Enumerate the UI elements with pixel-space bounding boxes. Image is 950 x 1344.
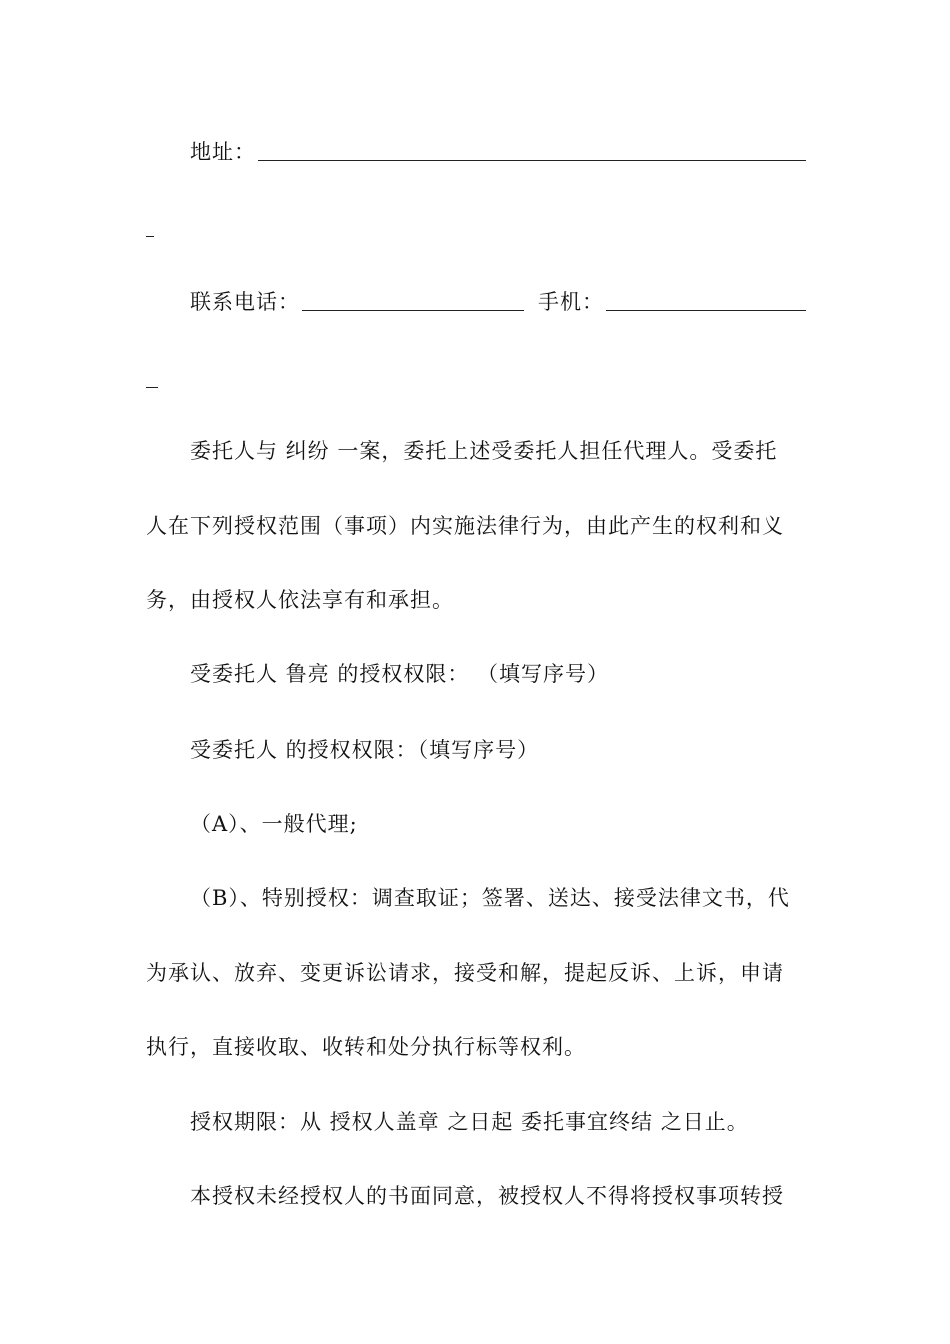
option-b-line3: 执行，直接收取、收转和处分执行标等权利。 — [146, 1035, 586, 1059]
option-b-line2: 为承认、放弃、变更诉讼请求，接受和解，提起反诉、上诉，申请 — [146, 961, 784, 985]
phone-underline — [302, 310, 524, 311]
phone-label: 联系电话： — [190, 290, 300, 314]
authority-line1: 受委托人 鲁亮 的授权权限： （填写序号） — [190, 662, 610, 686]
authority-line2: 受委托人 的授权权限：（填写序号） — [190, 738, 540, 762]
mobile-underline-continuation — [146, 387, 158, 388]
mobile-label: 手机： — [538, 290, 604, 314]
address-underline-continuation — [146, 236, 154, 237]
option-b-line1: （B）、特别授权：调查取证；签署、送达、接受法律文书，代 — [190, 886, 790, 910]
term-line: 授权期限：从 授权人盖章 之日起 委托事宜终结 之日止。 — [190, 1110, 749, 1134]
option-a: （A）、一般代理; — [190, 812, 358, 836]
address-label: 地址： — [190, 140, 256, 164]
address-underline — [258, 160, 806, 161]
paragraph1-line3: 务，由授权人依法享有和承担。 — [146, 588, 454, 612]
paragraph1-line2: 人在下列授权范围（事项）内实施法律行为，由此产生的权利和义 — [146, 514, 784, 538]
paragraph1-line1: 委托人与 纠纷 一案，委托上述受委托人担任代理人。受委托 — [190, 439, 778, 463]
mobile-underline — [606, 310, 806, 311]
transfer-line: 本授权未经授权人的书面同意，被授权人不得将授权事项转授 — [190, 1184, 784, 1208]
